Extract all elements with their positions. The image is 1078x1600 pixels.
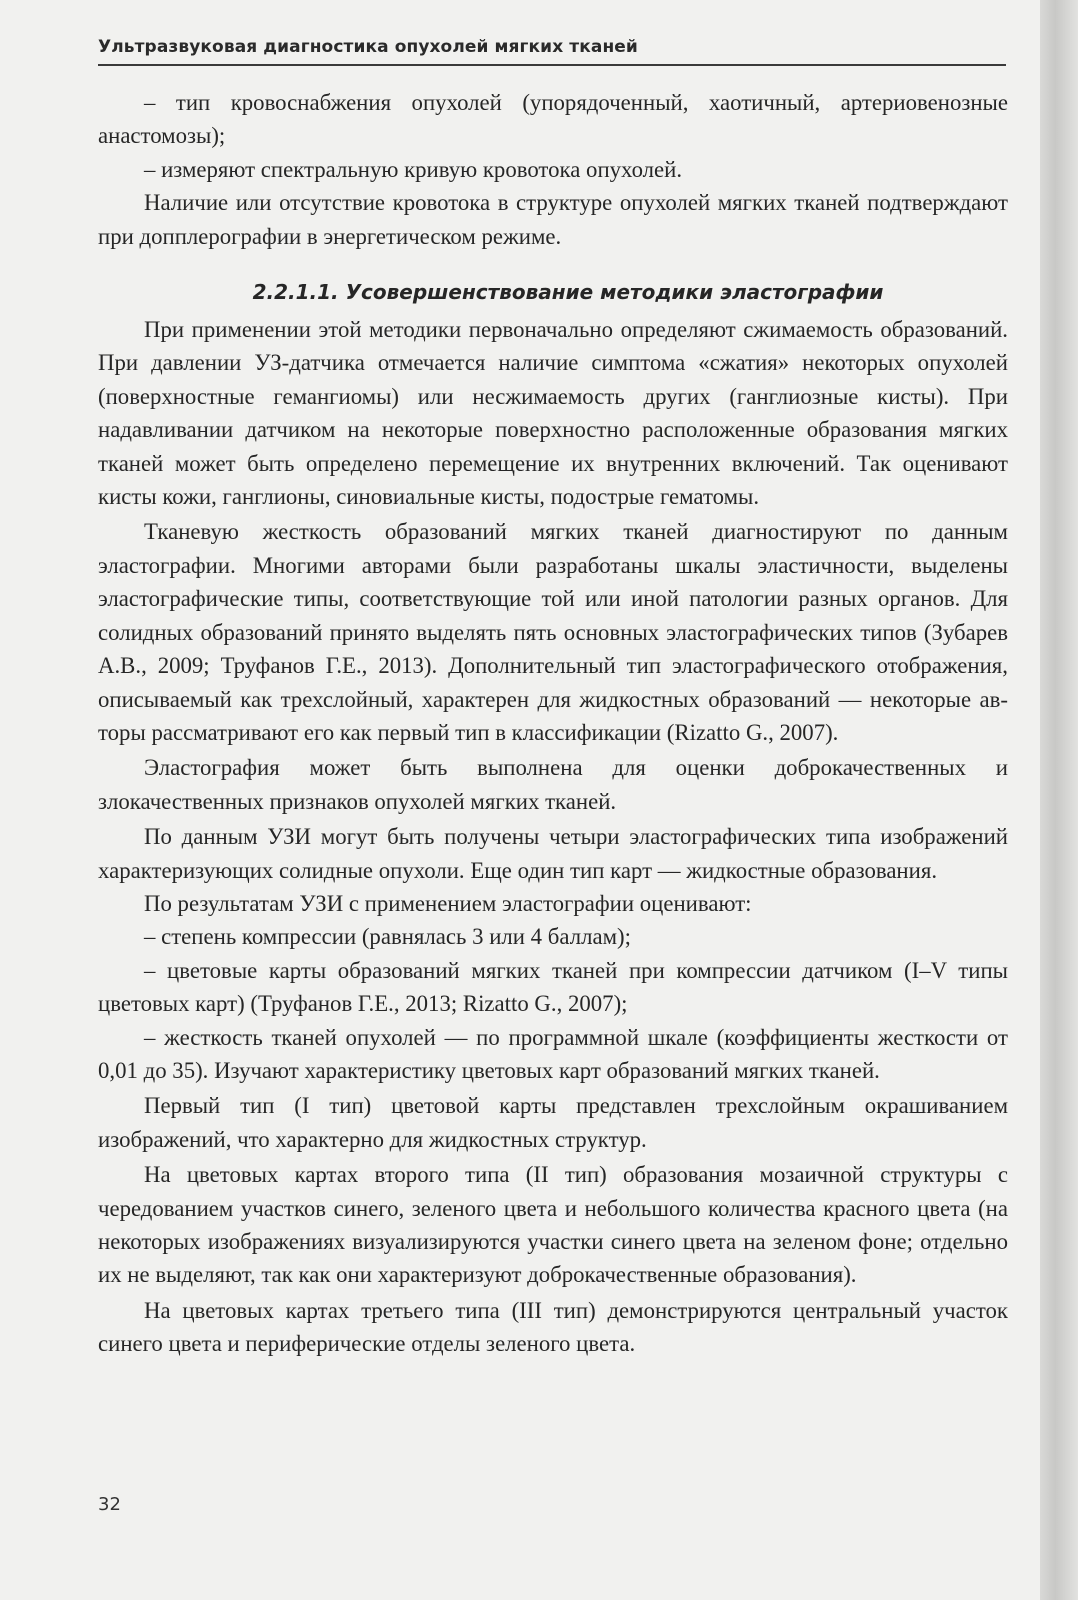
paragraph-tissue-stiffness: Тканевую жесткость образований мягких тканей диагностируют по данным эластографии. Многими авторами были разработаны шкалы эластичности, выделены эластографические типы, соответствующие той или иной патологии разных органов. Для солидных образований принято выделять пять основных эластографических типов (Зубарев А.В., 2009; Труфанов Г.Е., 2013). Дополнительный тип эластографического отображения, описываемый как трехслойный, характерен для жидкостных образований — некоторые авторы рассматривают его как первый тип в классификации (Rizatto G., 2007). xyxy=(98,519,1008,745)
section-heading: 2.2.1.1. Усовершенствование методики эластографии xyxy=(252,280,884,305)
list-item-spectral-curve: – измеряют спектральную кривую кровотока опухолей. xyxy=(144,156,683,182)
paragraph-type-three: На цветовых картах третьего типа (III тип) демонстрируются центральный участок синего цвета и периферические отделы зеленого цвета. xyxy=(98,1297,1008,1357)
paragraph-evaluation-intro: По результатам УЗИ с применением эластографии оценивают: xyxy=(144,890,752,916)
list-item-compression: – степень компрессии (равнялась 3 или 4 баллам); xyxy=(144,924,631,950)
paragraph-compressibility: При применении этой методики первоначально определяют сжимаемость образований. При давлении УЗ-датчика отмечается наличие симптома «сжатия» некоторых опухолей (поверхностные гемангиомы) или несжимаемость других (ганглиозные кисты). При надавливании датчиком на некоторые поверхностно расположенные образования мягких тканей может быть определено перемещение их внутренних включений. Так оценивают кисты кожи, ганглионы, синовиальные кисты, подострые гематомы. xyxy=(98,317,1008,510)
list-item-color-maps: – цветовые карты образований мягких тканей при компрессии датчиком (I–V типы цветовых карт) (Труфанов Г.Е., 2013; Rizatto G., 2007); xyxy=(98,957,1008,1017)
paragraph-doppler: Наличие или отсутствие кровотока в структуре опухолей мягких тканей подтверждают при допплерографии в энергетическом режиме. xyxy=(98,190,1008,249)
paragraph-type-two: На цветовых картах второго типа (II тип) образования мозаичной структуры с чередованием участков синего, зеленого цвета и небольшого количества красного цвета (на некоторых изображениях визуализируются участки синего цвета на зеленом фоне; отдельно их не выделяют, так как они характеризуют доброкачественные образования). xyxy=(98,1162,1008,1288)
paragraph-elastographic-types: По данным УЗИ могут быть получены четыри эластографических типа изображений характеризующих солидные опухоли. Еще один тип карт — жидкостные образования. xyxy=(98,824,1008,883)
page-edge-shadow xyxy=(1040,0,1078,1600)
paragraph-type-one: Первый тип (I тип) цветовой карты представлен трехслойным окрашиванием изображений, что характерно для жидкостных структур. xyxy=(98,1093,1008,1152)
paragraph-elastography-use: Эластография может быть выполнена для оценки доброкачественных и злокачественных признаков опухолей мягких тканей. xyxy=(98,755,1008,814)
page-body xyxy=(98,86,1008,1361)
running-header xyxy=(98,34,1006,66)
page-number: 32 xyxy=(98,1494,121,1515)
list-item-stiffness: – жесткость тканей опухолей — по программной шкале (коэффициенты жесткости от 0,01 до 35). Изучают характеристику цветовых карт образований мягких тканей. xyxy=(98,1024,1008,1083)
running-title: Ультразвуковая диагностика опухолей мягких тканей xyxy=(98,37,638,57)
list-item-blood-supply: – тип кровоснабжения опухолей (упорядоченный, хаотичный, артериовенозные анастомозы); xyxy=(98,90,1008,149)
